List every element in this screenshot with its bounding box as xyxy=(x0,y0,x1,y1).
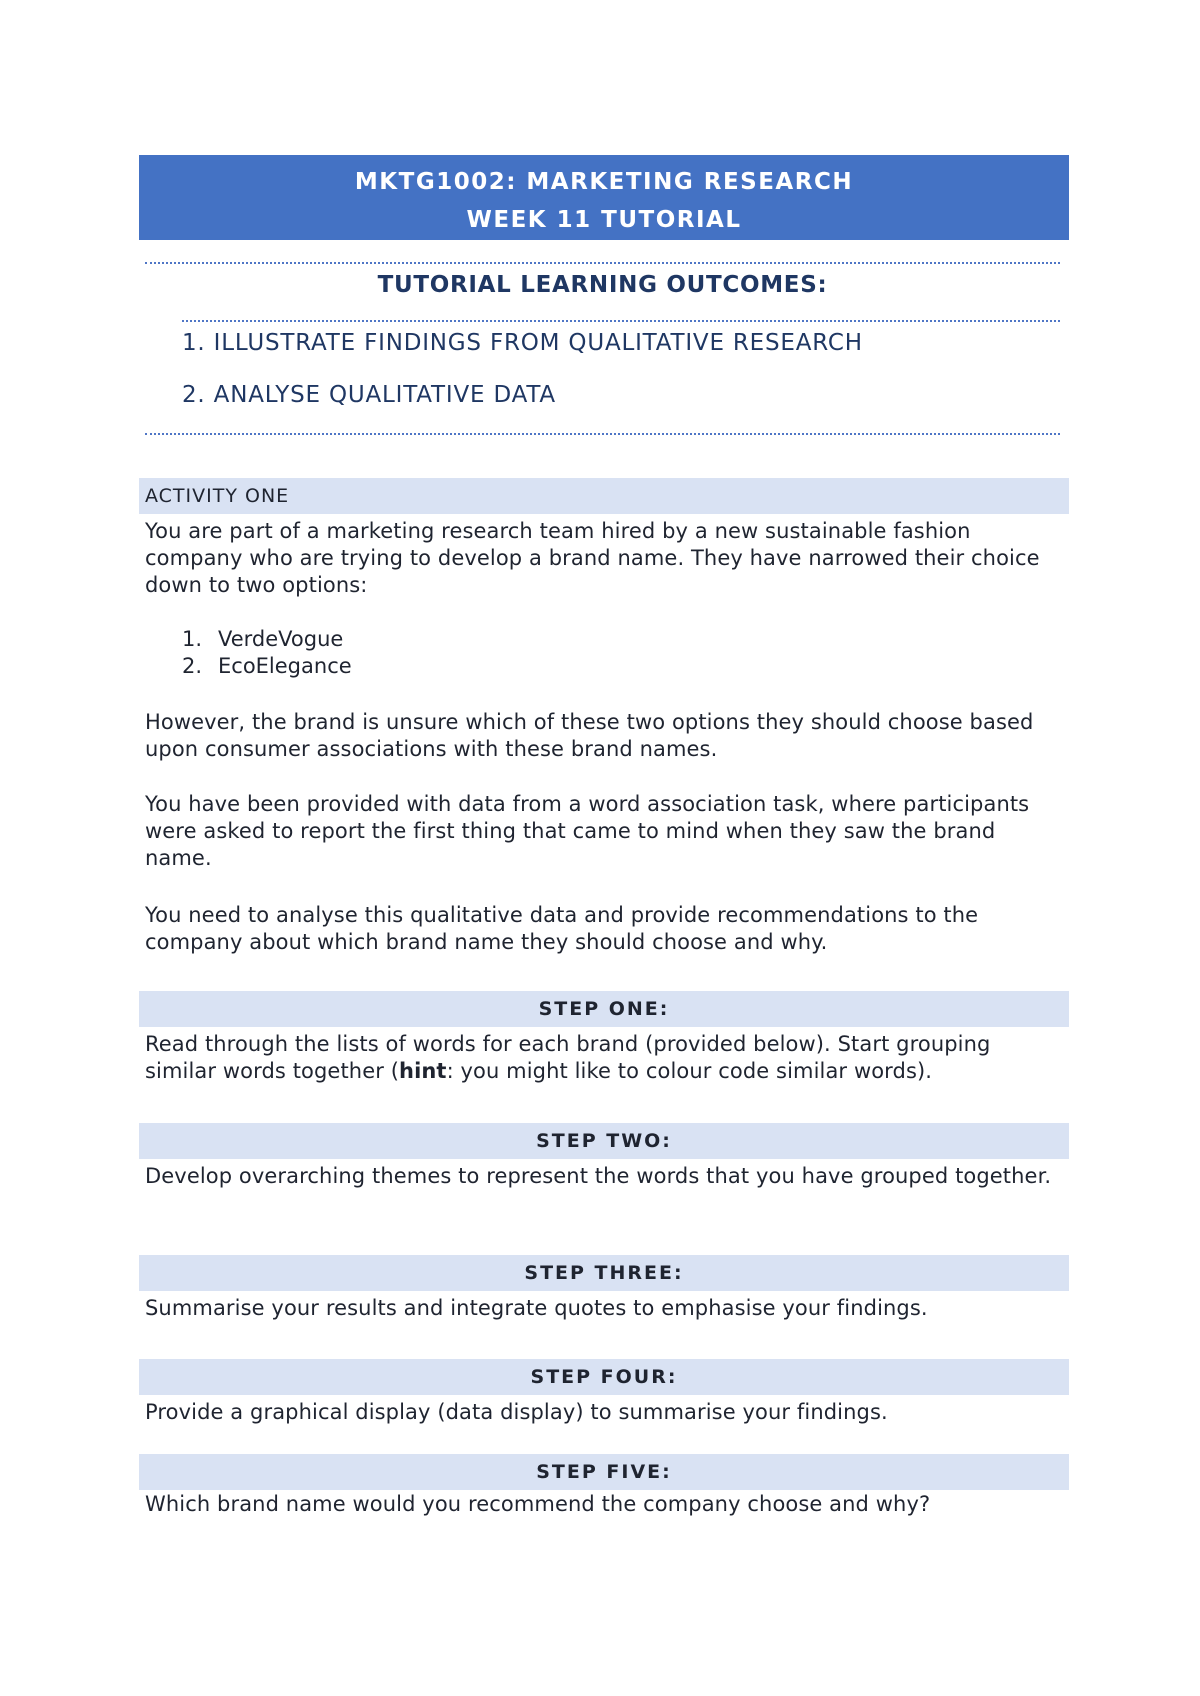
hint-label: hint xyxy=(399,1059,447,1083)
title-banner xyxy=(139,155,1069,240)
step-three-text: Summarise your results and integrate quotes to emphasise your findings. xyxy=(145,1296,928,1320)
activity-paragraph-2: However, the brand is unsure which of these two options they should choose based upon consumer associations with these brand names. xyxy=(145,710,1034,761)
list-item xyxy=(182,653,352,680)
step-one-text-part-2: : you might like to colour code similar words). xyxy=(446,1059,933,1083)
step-one-text-part-1: Read through the lists of words for each brand (provided below). Start grouping similar words together ( xyxy=(145,1032,991,1083)
dotted-divider-3 xyxy=(145,433,1060,435)
step-four-text: Provide a graphical display (data display) to summarise your findings. xyxy=(145,1400,888,1424)
outcome-item-2: 2. ANALYSE QUALITATIVE DATA xyxy=(182,382,556,408)
step-five-heading: STEP FIVE: xyxy=(139,1454,1069,1490)
course-title: MKTG1002: MARKETING RESEARCH xyxy=(354,169,854,195)
list-item-text: EcoElegance xyxy=(218,654,352,678)
outcomes-heading: TUTORIAL LEARNING OUTCOMES: xyxy=(377,272,828,298)
step-one-text xyxy=(145,1031,1065,1085)
list-item xyxy=(182,626,343,653)
step-five-text: Which brand name would you recommend the company choose and why? xyxy=(145,1492,931,1516)
step-three-heading: STEP THREE: xyxy=(139,1255,1069,1291)
activity-paragraph-3: You have been provided with data from a word association task, where participants were asked to report the first thing that came to mind when they saw the brand name. xyxy=(145,792,1030,870)
activity-intro: You are part of a marketing research team hired by a new sustainable fashion company who are trying to develop a brand name. They have narrowed their choice down to two options: xyxy=(145,519,1040,597)
activity-label: ACTIVITY ONE xyxy=(139,478,1069,514)
tutorial-title: WEEK 11 TUTORIAL xyxy=(466,207,742,233)
step-one-heading: STEP ONE: xyxy=(139,991,1069,1027)
outcome-item-1: 1. ILLUSTRATE FINDINGS FROM QUALITATIVE RESEARCH xyxy=(182,330,863,356)
dotted-divider-2 xyxy=(182,320,1060,322)
list-item-number: 1. xyxy=(182,627,203,651)
step-four-heading: STEP FOUR: xyxy=(139,1359,1069,1395)
list-item-number: 2. xyxy=(182,654,203,678)
dotted-divider-1 xyxy=(145,262,1060,264)
activity-paragraph-4: You need to analyse this qualitative data and provide recommendations to the company about which brand name they should choose and why. xyxy=(145,903,979,954)
list-item-text: VerdeVogue xyxy=(218,627,344,651)
step-two-heading: STEP TWO: xyxy=(139,1123,1069,1159)
step-two-text: Develop overarching themes to represent the words that you have grouped together. xyxy=(145,1164,1052,1188)
